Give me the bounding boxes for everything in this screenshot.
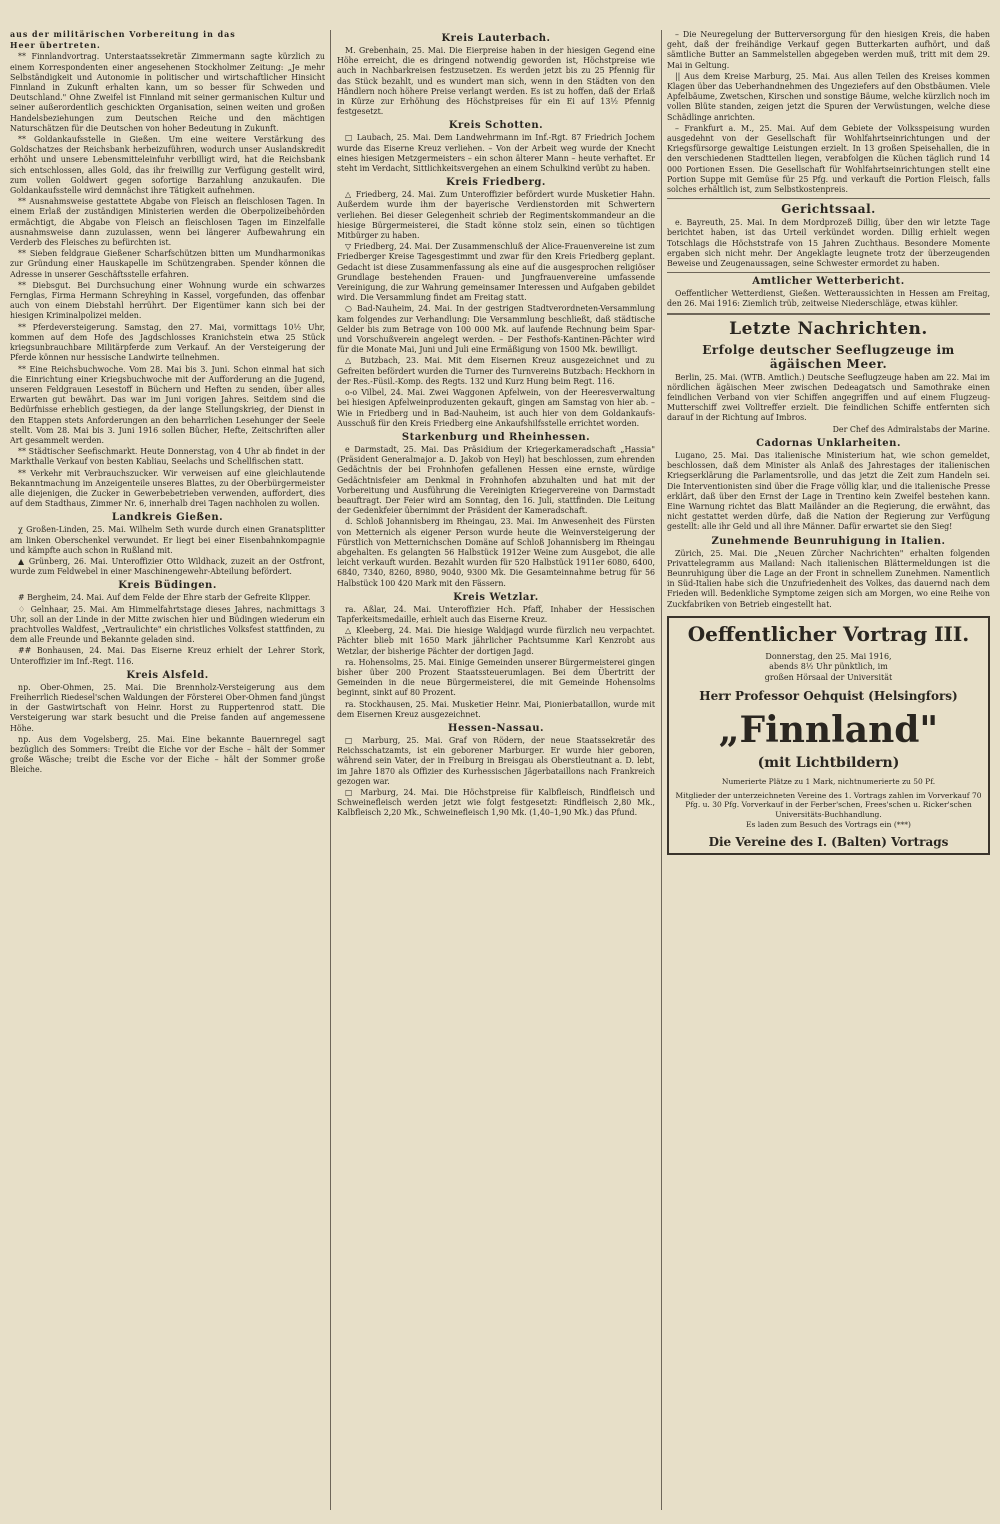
article-grebenhain: M. Grebenhain, 25. Mai. Die Eierpreise haben in der hiesigen Gegend eine Höhe erreicht, die es dringend notwendig geworden ist, Höchstpreise wie auch in Nachbarkreisen festzusetzen. Es werden jetzt bis zu 25 Pfennig für das Stück bezahlt, und es wundert man sich, wenn in den Städten von den Händlern noch höhere Preise verlangt werden. Es ist zu hoffen, daß der Erlaß in Kürze zur Erhöhung des Höchstpreises für ein Ei auf 13½ Pfennig festgesetzt. <box>337 46 655 117</box>
section-heading: Amtlicher Wetterbericht. <box>752 276 905 288</box>
article-butzbach: △ Butzbach, 23. Mai. Mit dem Eisernen Kreuz ausgezeichnet und zu Gefreiten befördert wurden die Turner des Turnvereins Butzbach: Heckhorn in der Res.-Füsil.-Komp. des Regts. 132 und Kurz Hung beim Regt. 116. <box>337 356 655 386</box>
article-friedberg-2: ▽ Friedberg, 24. Mai. Der Zusammenschluß der Alice-Frauenvereine ist zum Friedberger Kreise Tagesgestimmt und zwar für den Kreis Friedberg geplant. Gedacht ist diese Zusammenfassung als eine auf die ausgesprochen religiöser Grundlage bestehenden Frauen- und Jungfrauenvereine umfassende Vereinigung, die zur Wahrung gemeinsamer Interessen und Aufgaben gebildet wird. Die Versammlung findet am Freitag statt. <box>337 242 655 303</box>
ad-footer: Die Vereine des I. (Balten) Vortrags <box>708 835 949 850</box>
article-bonhausen: ## Bonhausen, 24. Mai. Das Eiserne Kreuz erhielt der Lehrer Stork, Unteroffizier im Inf.-Regt. 116. <box>10 646 325 666</box>
ad-date: Donnerstag, den 25. Mai 1916, <box>765 651 892 661</box>
continued-line: Heer übertreten. <box>10 41 101 51</box>
section-heading: Kreis Wetzlar. <box>453 591 539 603</box>
headline: Erfolge deutscher Seeflugzeuge im ägäischen Meer. <box>702 342 955 371</box>
article-reichsbuch: ** Eine Reichsbuchwoche. Vom 28. Mai bis 3. Juni. Schon einmal hat sich die Einrichtung einer Kriegsbuchwoche mit der Aufforderung an die Jugend, unseren Feldgrauen Lesestoff in Büchern und Heften zu senden, über alles Erwarten gut bewährt. Das war im Juni vorigen Jahres. Seitdem sind die Bedürfnisse erheblich gestiegen, da der lange Stellungskrieg, der Dienst in den Etappen stets Anforderungen an den beharrlichen Lesehunger der Seele stellt. Vom 28. Mai bis 3. Juni 1916 sollen Bücher, Hefte, Zeitschriften aller Art gesammelt werden. <box>10 364 325 445</box>
article-butter: – Die Neuregelung der Butterversorgung für den hiesigen Kreis, die haben geht, daß der freihändige Verkauf gegen Butterkarten aufhört, und daß sämtliche Butter an Sammelstellen abgegeben werden muß, tritt mit dem 29. Mai in Geltung. <box>667 30 990 70</box>
article-gruenberg: ▲ Grünberg, 26. Mai. Unteroffizier Otto Wildhack, zuzeit an der Ostfront, wurde zum Feldwebel in einer Maschinengewehr-Abteilung befördert. <box>10 556 325 577</box>
ad-subtitle: (mit Lichtbildern) <box>757 755 900 772</box>
section-heading: Kreis Alsfeld. <box>126 669 209 681</box>
lecture-advertisement <box>667 616 990 855</box>
divider <box>667 198 990 199</box>
article-zucker: ** Verkehr mit Verbrauchszucker. Wir verweisen auf eine gleichlautende Bekanntmachung im Anzeigenteile unseres Blattes, zu der Oberbürgermeister alle diejenigen, die Zucker in Gewerbebetrieben verwenden, auffordert, dies auf dem Stadthaus, Zimmer Nr. 6, innerhalb drei Tagen nachholen zu wollen. <box>10 468 325 509</box>
signature: Der Chef des Admiralstabs der Marine. <box>832 424 990 434</box>
section-heading: Kreis Lauterbach. <box>441 33 551 44</box>
article-fleisch: ** Ausnahmsweise gestattete Abgabe von Fleisch an fleischlosen Tagen. In einem Erlaß der zuständigen Ministerien werden die Oberpolizeibehörden ermächtigt, die Abgabe von Fleisch an fleischlosen Tagen im Einzelfalle ausnahmsweise dann zuzulassen, wenn bei längerer Aufbewahrung ein Verderb des Fleisches zu befürchten ist. <box>10 197 325 248</box>
divider <box>667 272 990 273</box>
article-asslar: ra. Aßlar, 24. Mai. Unteroffizier Hch. Pfaff, Inhaber der Hessischen Tapferkeitsmedaille, erhielt auch das Eiserne Kreuz. <box>337 604 655 624</box>
column-3 <box>667 30 990 1515</box>
section-heading: Gerichtssaal. <box>781 202 876 217</box>
ad-title: Oeffentlicher Vortrag III. <box>687 621 970 646</box>
weather-report: Oeffentlicher Wetterdienst, Gießen. Wetteraussichten in Hessen am Freitag, den 26. Mai 1916: Ziemlich trüb, zeitweise Niederschläge, etwas kühler. <box>667 289 990 309</box>
article-darmstadt: e Darmstadt, 25. Mai. Das Präsidium der Kriegerkameradschaft „Hassia" (Präsident Generalmajor a. D. Jakob von Heyl) hat beschlossen, zum ehrenden Gedächtnis der bei Frohnhofen gefallenen Hessen eine ernste, würdige Gedächtnisfeier am Denkmal in Frohnhofen abzuhalten und hat mit der Vorbereitung und Ausführung die Vereinigten Kriegervereine von Darmstadt beauftragt. Der Feier wird am Sonntag, den 16. Juli, stattfinden. Die Leitung der Gedenkfeier übernimmt der Präsident der Kameradschaft. <box>337 444 655 516</box>
article-marburg: □ Marburg, 25. Mai. Graf von Rödern, der neue Staatssekretär des Reichsschatzamts, ist ein geborener Marburger. Er wurde hier geboren, während sein Vater, der in Freiburg in Breisgau als Oberstleutnant a. D. lebt, im Jahre 1870 als Offizier des Kurhessischen Jägerbataillons nach Frankreich gezogen war. <box>337 735 655 786</box>
ad-topic: „Finnland" <box>718 709 939 752</box>
section-heading: Kreis Friedberg. <box>446 177 546 189</box>
article-lugano: Lugano, 25. Mai. Das italienische Ministerium hat, wie schon gemeldet, beschlossen, daß dem Minister als Anlaß des Jahrestages der italienischen Kriegserklärung die Parlamentsrolle, und das jetzt die Zeit zum Handeln sei. Die Interventionisten sind über die Frage völlig klar, und die italienische Presse erklärt, daß über den Ernst der Lage in Trentino kein Zweifel bestehen kann. Eine Warnung richtet das Blatt Mailänder an die Regierung, die erwähnt, das nicht gestattet werden dürfe, daß die Nation der Regierung zur Verfügung gestellt: alle ihr Geld und all ihre Männer. Dafür erwartet sie den Sieg! <box>667 450 990 532</box>
article-bergheim: # Bergheim, 24. Mai. Auf dem Felde der Ehre starb der Gefreite Klipper. <box>18 593 311 603</box>
article-friedberg: △ Friedberg, 24. Mai. Zum Unteroffizier befördert wurde Musketier Hahn. Außerdem wurde ihm der bayerische Verdienstorden mit Schwertern verliehen. Bei dieser Gelegenheit schrieb der Regimentskommandeur an die hiesige Bürgermeisterei, die Stadt könne stolz sein, einen so tüchtigen Mitbürger zu haben. <box>337 190 655 241</box>
article-vilbel: o-o Vilbel, 24. Mai. Zwei Waggonen Apfelwein, von der Heeresverwaltung bei hiesigen Apfelweinproduzenten gekauft, gingen am Samstag von hier ab. – Wie in Friedberg und in Bad-Nauheim, ist auch hier von dem Goldankaufs-Ausschuß für den Kreis Friedberg eine Ankaufshilfsstelle errichtet worden. <box>337 388 655 428</box>
article-ober-ohmen: np. Ober-Ohmen, 25. Mai. Die Brennholz-Versteigerung aus dem Freiherrlich Riedesel'schen Waldungen der Försterei Ober-Ohmen fand jüngst in der Gastwirtschaft von Heinr. Horst zu Ruppertenrod statt. Die Versteigerung war stark besucht und die Preise fanden auf angemessene Höhe. <box>10 682 325 733</box>
section-heading: Kreis Schotten. <box>448 120 544 132</box>
section-heading: Letzte Nachrichten. <box>729 318 928 339</box>
column-2 <box>337 30 655 1515</box>
column-1 <box>10 30 325 1515</box>
article-finnland: ** Finnlandvortrag. Unterstaatssekretär Zimmermann sagte kürzlich zu einem Korrespondenten einer angesehenen Stockholmer Zeitung: „Je mehr Selbständigkeit und Autonomie in politischer und wirtschaftlicher Hinsicht Finnland in Zukunft erhalten kann, um so besser für Schweden und Deutschland." Ohne Zweifel ist Finnland mit seiner germanischen Kultur und seiner außerordentlich geschickten Organisation, seinen weiten und großen Handelsbeziehungen zum Deutschen Reiche und den mächtigen Naturschätzen für die Deutschen von hoher Bedeutung in Zukunft. <box>10 52 325 133</box>
article-bayreuth: e. Bayreuth, 25. Mai. In dem Mordprozeß Dillig, über den wir letzte Tage berichtet haben, ist das Urteil verkündet worden. Dillig erhielt wegen Totschlags die Höchststrafe von 15 Jahren Zuchthaus. Besondere Momente ergaben sich nicht mehr. Der Angeklagte leugnete trotz der überzeugenden Beweise und Zeugenaussagen, seine Schwester ermordet zu haben. <box>667 218 990 269</box>
article-johannisberg: d. Schloß Johannisberg im Rheingau, 23. Mai. Im Anwesenheit des Fürsten von Metternich als eigener Person wurde heute die Weinversteigerung der Fürstlich von Metternichschen Domäne auf Schloß Johannisberg im Rheingau abgehalten. Es gelangten 56 Halbstück 1912er Weine zum Ausgebot, die alle leicht verkauft wurden. Bezahlt wurden für 520 Halbstück 1911er 6080, 6400, 6840, 7340, 8260, 8980, 9040, 9300 Mk. Die Gesamteinnahme betrug für 56 Halbstück 100 420 Mark mit den Fässern. <box>337 517 655 588</box>
headline: Cadornas Unklarheiten. <box>756 437 901 449</box>
article-bad-nauheim: ○ Bad-Nauheim, 24. Mai. In der gestrigen Stadtverordneten-Versammlung kam folgendes zur Verhandlung: Die Versammlung beschließt, daß städtische Gelder bis zum Betrage von 100 000 Mk. auf laufende Rechnung beim Spar- und Vorschußverein angelegt werden. – Der Festhofs-Kantinen-Pächter wird für die Monate Mai, Juni und Juli eine Ermäßigung von 1500 Mk. bewilligt. <box>337 304 655 355</box>
article-frankfurt: – Frankfurt a. M., 25. Mai. Auf dem Gebiete der Volksspeisung wurden ausgedehnt von der Gesellschaft für Wohlfahrtseinrichtungen und der Kriegsfürsorge gewaltige Leistungen erzielt. In 13 großen Speisehallen, die in den verschiedenen Stadtteilen liegen, verabfolgen die Küchen täglich rund 14 000 Portionen Essen. Die Gesellschaft für Wohlfahrtseinrichtungen stellt eine Portion Suppe mit Gemüse für 25 Pfg. und verkauft die Portion Fleisch, falls solches erhältlich ist, zum Selbstkostenpreis. <box>667 123 990 195</box>
headline: Zunehmende Beunruhigung in Italien. <box>711 535 946 547</box>
article-diebsgut: ** Diebsgut. Bei Durchsuchung einer Wohnung wurde ein schwarzes Fernglas, Firma Hermann Schreyhing in Kassel, vorgefunden, das offenbar auch von einem Diebstahl herrührt. Der Eigentümer kann sich bei der hiesigen Kriminalpolizei melden. <box>10 280 325 321</box>
continued-line: aus der militärischen Vorbereitung in das <box>10 30 236 39</box>
article-zuerich: Zürich, 25. Mai. Die „Neuen Zürcher Nachrichten" erhalten folgenden Privattelegramm aus Mailand: Nach italienischen Blättermeldungen ist die Beunruhigung über die Lage an der Front in schnellem Zunehmen. Namentlich in Süd-Italien habe sich die Unzufriedenheit des Volkes, das dauernd nach dem Frieden will. Bedenkliche Symptome zeigen sich am Morgen, wo eine Reihe von Zuckfabriken von Betrieb eingestellt hat. <box>667 548 990 609</box>
ad-speaker: Herr Professor Oehquist (Helsingfors) <box>699 689 958 704</box>
article-ungeziefer: || Aus dem Kreise Marburg, 25. Mai. Aus allen Teilen des Kreises kommen Klagen über das Ueberhandnehmen des Ungeziefers auf den Obstbäumen. Viele Apfelbäume, Zwetschen, Kirschen und sonstige Bäume, welche kürzlich noch im vollen Blüte standen, zeigen jetzt die Spuren der Verwüstungen, welche diese Schädlinge anrichten. <box>667 71 990 122</box>
article-gelnhaar: ♢ Gelnhaar, 25. Mai. Am Himmelfahrtstage dieses Jahres, nachmittags 3 Uhr, soll an der Linde in der Mitte zwischen hier und Büdingen wiederum ein prachtvolles Waldfest, „Vertraulichte" ein christliches Volksfest stattfinden, zu dem alle Freunde und Bekannte geladen sind. <box>10 604 325 645</box>
article-laubach: □ Laubach, 25. Mai. Dem Landwehrmann im Inf.-Rgt. 87 Friedrich Jochem wurde das Eiserne Kreuz verliehen. – Von der Arbeit weg wurde der Knecht eines hiesigen Metzgermeisters – ein schon älterer Mann – heute verhaftet. Er steht im Verdacht, Sittlichkeitsvergehen an einem Schulkind verübt zu haben. <box>337 133 655 174</box>
section-heading: Hessen-Nassau. <box>448 722 544 734</box>
section-heading: Kreis Büdingen. <box>118 580 217 592</box>
section-heading: Starkenburg und Rheinhessen. <box>401 431 591 443</box>
article-vogelsberg: np. Aus dem Vogelsberg, 25. Mai. Eine bekannte Bauernregel sagt bezüglich des Sommers: Treibt die Eiche vor der Esche – hält der Sommer große Wäsche; treibt die Esche vor der Eiche – hält der Sommer große Bleiche. <box>10 734 325 775</box>
article-kleeberg: △ Kleeberg, 24. Mai. Die hiesige Waldjagd wurde fürzlich neu verpachtet. Pächter blieb mit 1650 Mark jährlicher Pachtsumme Karl Kenzrobt aus Wetzlar, der bisherige Pächter der dortigen Jagd. <box>337 626 655 656</box>
section-heading: Landkreis Gießen. <box>111 512 224 524</box>
article-pferde: ** Pferdeversteigerung. Samstag, den 27. Mai, vormittags 10½ Uhr, kommen auf dem Hofe des Jagdschlosses Kranichstein etwa 25 Stück kriegsunbrauchbare Militärpferde zum Verkauf. An der Versteigerung der Pferde können nur hessische Landwirte teilnehmen. <box>10 322 325 363</box>
article-feldgraue: ** Sieben feldgraue Gießener Scharfschützen bitten um Mundharmonikas zur Gründung einer Hauskapelle im Schützengraben. Spender können die Adresse in unserer Geschäftsstelle erfahren. <box>10 249 325 279</box>
column-divider <box>661 30 662 1510</box>
divider <box>667 313 990 315</box>
ad-time: abends 8½ Uhr pünktlich, im <box>769 662 888 672</box>
article-stockhausen: ra. Stockhausen, 25. Mai. Musketier Heinr. Mai, Pionierbataillon, wurde mit dem Eisernen Kreuz ausgezeichnet. <box>337 699 655 719</box>
ad-note: Mitglieder der unterzeichneten Vereine des 1. Vortrags zahlen im Vorverkauf 70 Pfg. u. 30 Pfg. Vorverkauf in der Ferber'schen, Frees'schen u. Ricker'schen Universitäts-Buchhandlung. <box>675 790 982 820</box>
ad-seats: Numerierte Plätze zu 1 Mark, nichtnumerierte zu 50 Pf. <box>721 777 936 787</box>
article-seefisch: ** Städtischer Seefischmarkt. Heute Donnerstag, von 4 Uhr ab findet in der Markthalle Verkauf von besten Kabliau, Seelachs und Schellfischen statt. <box>10 447 325 467</box>
ad-note: Es laden zum Besuch des Vortrags ein (***) <box>746 819 911 829</box>
article-berlin: Berlin, 25. Mai. (WTB. Amtlich.) Deutsche Seeflugzeuge haben am 22. Mai im nördlichen ägäischen Meer zwischen Dedeagatsch und Samothrake einen feindlichen Verband von vier Schiffen angegriffen und auf einem Flugzeug-Mutterschiff zwei Volltreffer erzielt. Die feindlichen Schiffe entfernten sich darauf in der Richtung auf Imbros. <box>667 372 990 423</box>
article-grossen-linden: χ Großen-Linden, 25. Mai. Wilhelm Seth wurde durch einen Granatsplitter am linken Oberschenkel verwundet. Er liegt bei einer Eisenbahnkompagnie und kämpfte auch schon in Rußland mit. <box>10 525 325 555</box>
article-marburg-2: □ Marburg, 24. Mai. Die Höchstpreise für Kalbfleisch, Rindfleisch und Schweinefleisch werden jetzt wie folgt festgesetzt: Rindfleisch 2,80 Mk., Kalbfleisch 2,20 Mk., Schweinefleisch 1,90 Mk. (1,40–1,90 Mk.) das Pfund. <box>337 788 655 818</box>
ad-place: großen Hörsaal der Universität <box>764 672 893 682</box>
article-goldankauf: ** Goldankaufsstelle in Gießen. Um eine weitere Verstärkung des Goldschatzes der Reichsbank herbeizuführen, wodurch unser Auslandskredit erhöht und unsere Lebensmitteleinfuhr verbilligt wird, hat die Reichsbank sich entschlossen, alles Gold, das ihr freiwillig zur Verfügung gestellt wird, zum vollen Goldwert gegen sofortige Barzahlung anzukaufen. Die Goldankaufsstelle wird demnächst ihre Tätigkeit aufnehmen. <box>10 135 325 196</box>
article-hohensolms: ra. Hohensolms, 25. Mai. Einige Gemeinden unserer Bürgermeisterei gingen bisher über 200 Prozent Staatssteuerumlagen. Bei dem Übertritt der Gemeinden in die neue Bürgermeisterei, die mit Gemeinde Hohensolms beginnt, sinkt auf 80 Prozent. <box>337 657 655 698</box>
column-divider <box>330 30 331 1510</box>
